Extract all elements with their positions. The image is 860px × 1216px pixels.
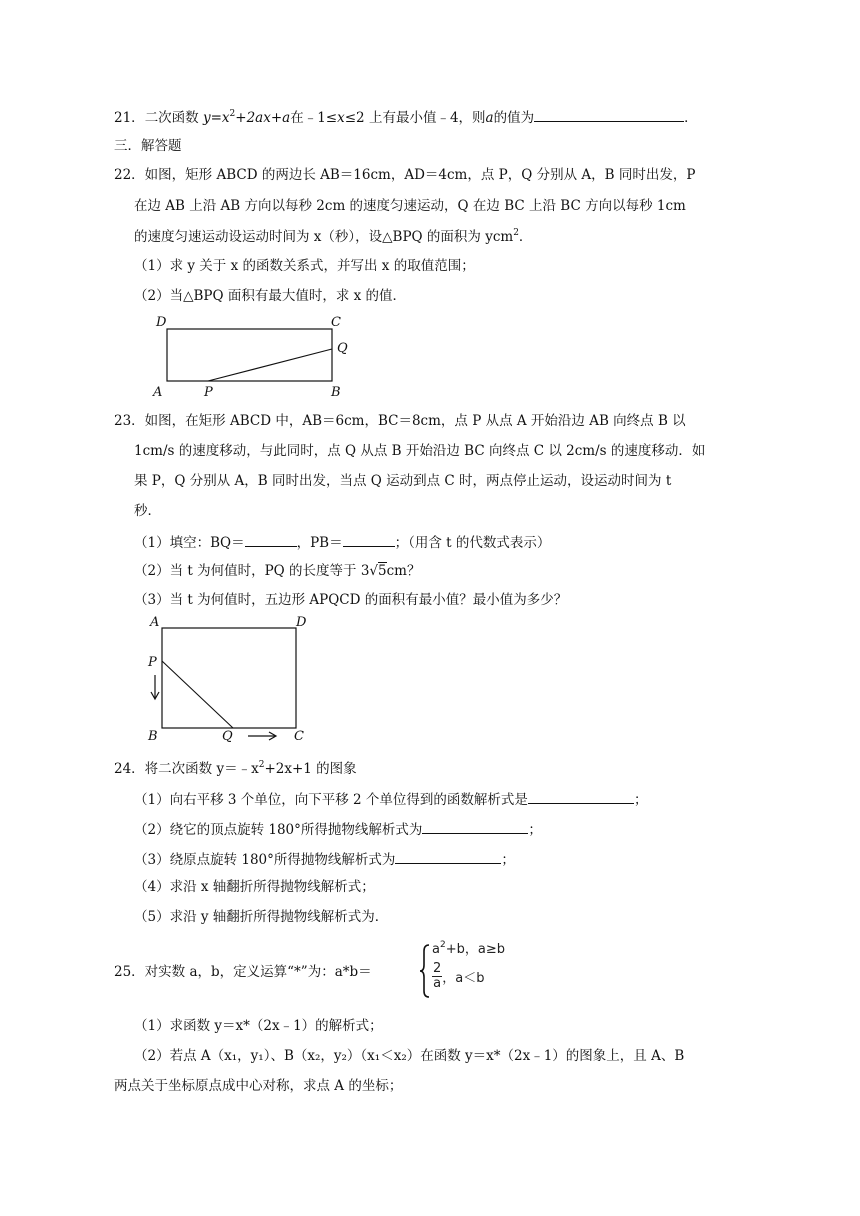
q21-answer-blank <box>534 107 684 122</box>
q23-part-2 <box>134 562 421 580</box>
q24-blank-3 <box>395 849 501 864</box>
q23-part-1 <box>134 532 550 552</box>
q25-case-1b: +b，a≥b <box>445 942 505 957</box>
q25-part-2-line-1: （2）若点 A（x₁，y₁）、B（x₂，y₂）（x₁＜x₂）在函数 y＝x*（2x﹣1）的图象上，且 A、B <box>134 1048 685 1064</box>
q21-text-c: ≤2 上有最小值﹣4，则 <box>344 110 486 126</box>
q21-text-a: 二次函数 <box>144 110 199 126</box>
q22-label-d: D <box>156 315 167 330</box>
q23-part-2a: （2）当 t 为何值时，PQ 的长度等于 3 <box>134 563 370 579</box>
right-arrow-icon <box>248 732 276 740</box>
q21-a: a <box>485 110 494 126</box>
question-21 <box>114 107 698 127</box>
q23-label-q: Q <box>222 729 233 744</box>
q22-label-q: Q <box>337 341 348 356</box>
q22-line-3b: ． <box>518 229 533 245</box>
q25-case-1-sup: 2 <box>439 940 446 950</box>
q23-part-1a: （1）填空：BQ＝ <box>134 535 245 551</box>
q24-part-1 <box>134 789 647 809</box>
q23-label-a: A <box>150 615 160 630</box>
q24-blank-1 <box>528 789 634 804</box>
q22-figure <box>145 312 365 402</box>
q21-text-b: 在﹣1≤ <box>290 110 338 126</box>
q25-fraction <box>432 962 442 991</box>
q23-label-d: D <box>296 615 307 630</box>
q23-part-1b: ，PB＝ <box>296 535 343 551</box>
q22-part-1: （1）求 y 关于 x 的函数关系式，并写出 x 的取值范围； <box>134 258 475 274</box>
q22-line-3a: 的速度匀速运动设运动时间为 x（秒），设△BPQ 的面积为 ycm <box>134 229 514 245</box>
q25-fraction-num: 2 <box>433 961 442 976</box>
q24-part-3 <box>134 849 515 869</box>
q23-part-3: （3）当 t 为何值时，五边形 APQCD 的面积有最小值？最小值为多少？ <box>134 592 568 608</box>
q25-line-1: 25．对实数 a，b，定义运算“*”为：a*b＝ <box>114 964 372 980</box>
q21-func-rest: +2ax+a <box>235 110 291 126</box>
q22-line-3-sup: 2 <box>513 228 519 238</box>
q25-part-1: （1）求函数 y＝x*（2x﹣1）的解析式； <box>134 1018 383 1034</box>
q24-line-1a: 24．将二次函数 y＝﹣x <box>114 761 259 777</box>
q23-part-2b: cm？ <box>386 563 421 579</box>
q24-line-1 <box>114 760 357 778</box>
sqrt-icon: √ <box>369 563 379 579</box>
q21-text-d: 的值为 <box>493 110 535 126</box>
q24-part-2-end: ； <box>528 822 542 838</box>
q24-part-1-text: （1）向右平移 3 个单位，向下平移 2 个单位得到的函数解析式是 <box>134 792 528 808</box>
q23-line-3: 果 P，Q 分别从 A，B 同时出发，当点 Q 运动到点 C 时，两点停止运动，设运动时间为 t <box>134 473 672 489</box>
q23-part-1c: ；（用含 t 的代数式表示） <box>394 535 551 551</box>
q25-fraction-den: a <box>433 976 442 991</box>
q22-line-2: 在边 AB 上沿 AB 方向以每秒 2cm 的速度匀速运动，Q 在边 BC 上沿 BC 方向以每秒 1cm <box>134 198 686 214</box>
q23-label-b: B <box>148 729 158 744</box>
q25-brace <box>419 943 431 999</box>
q24-part-2 <box>134 819 542 839</box>
q22-part-2: （2）当△BPQ 面积有最大值时，求 x 的值． <box>134 288 407 304</box>
q23-line-4: 秒． <box>134 503 161 519</box>
q24-part-4: （4）求沿 x 轴翻折所得抛物线解析式； <box>134 879 375 895</box>
q24-part-5: （5）求沿 y 轴翻折所得抛物线解析式为． <box>134 909 389 925</box>
q22-segment-pq <box>208 349 332 381</box>
q22-line-3 <box>134 228 532 246</box>
q23-radicand: 5 <box>378 563 387 579</box>
q24-line-1-sup: 2 <box>258 760 265 770</box>
down-arrow-icon <box>151 675 159 699</box>
q24-part-2-text: （2）绕它的顶点旋转 180°所得抛物线解析式为 <box>134 822 423 838</box>
section-heading: 三．解答题 <box>114 138 182 154</box>
q23-line-2: 1cm/s 的速度移动，与此同时，点 Q 从点 B 开始沿边 BC 向终点 C 以 2cm/s 的速度移动．如 <box>134 443 706 459</box>
q23-blank-bq <box>245 532 297 547</box>
q25-case-2-cond: ，a＜b <box>442 971 485 986</box>
q23-figure <box>144 612 324 747</box>
q22-line-1: 22．如图，矩形 ABCD 的两边长 AB＝16cm，AD＝4cm，点 P，Q 分别从 A，B 同时出发，P <box>114 167 696 183</box>
q22-label-p: P <box>204 385 213 400</box>
q24-part-3-text: （3）绕原点旋转 180°所得抛物线解析式为 <box>134 852 396 868</box>
q24-part-3-end: ； <box>501 852 515 868</box>
q25-part-2-line-2: 两点关于坐标原点成中心对称，求点 A 的坐标； <box>114 1078 403 1094</box>
q25-case-1 <box>432 938 505 957</box>
q24-part-1-end: ； <box>633 792 648 808</box>
q24-blank-2 <box>422 819 528 834</box>
q23-line-1: 23．如图，在矩形 ABCD 中，AB＝6cm，BC＝8cm，点 P 从点 A 开始沿边 AB 向终点 B 以 <box>114 413 686 429</box>
q21-number: 21． <box>114 110 145 126</box>
q25-case-2 <box>432 962 485 991</box>
q22-label-b: B <box>331 385 341 400</box>
q21-exp: 2 <box>229 109 236 119</box>
q23-label-p: P <box>148 655 157 670</box>
q25-case-1a: a <box>432 942 440 957</box>
q21-func: y=x <box>202 110 230 126</box>
q23-blank-pb <box>343 532 395 547</box>
q22-label-c: C <box>331 315 341 330</box>
q21-end: ． <box>684 110 698 126</box>
q23-rectangle <box>162 628 296 728</box>
q23-label-c: C <box>294 729 304 744</box>
q23-segment-pq <box>162 661 233 728</box>
q21-x: x <box>337 110 345 126</box>
brace-icon <box>420 945 429 997</box>
q24-line-1b: +2x+1 的图象 <box>264 761 357 777</box>
q22-label-a: A <box>153 385 163 400</box>
